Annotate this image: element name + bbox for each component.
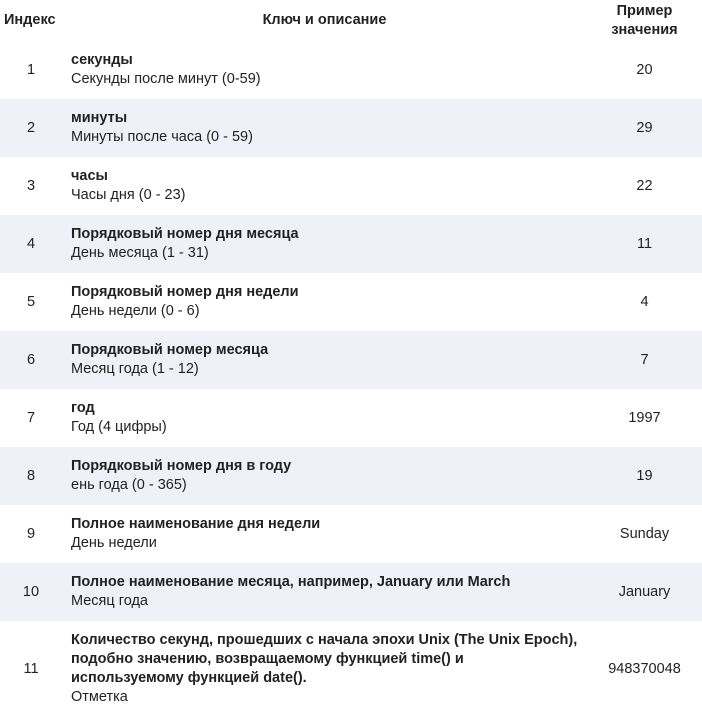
row-key: Порядковый номер дня недели xyxy=(71,284,299,300)
row-description: Месяц года xyxy=(71,593,148,609)
row-description-cell xyxy=(62,273,587,331)
row-example: Sunday xyxy=(619,525,670,542)
row-key: Полное наименование месяца, например, January или March xyxy=(71,574,511,590)
row-description: День месяца (1 - 31) xyxy=(71,245,209,261)
row-key: год xyxy=(71,400,95,416)
row-description: Секунды после минут (0-59) xyxy=(71,71,261,87)
row-index: 3 xyxy=(26,177,36,194)
row-example: 22 xyxy=(636,177,653,194)
row-key: Порядковый номер дня месяца xyxy=(71,226,299,242)
row-description-cell xyxy=(62,389,587,447)
table-row xyxy=(0,331,702,389)
table-body xyxy=(0,41,702,717)
row-key: Полное наименование дня недели xyxy=(71,516,321,532)
header-row xyxy=(0,0,702,41)
header-description: Ключ и описание xyxy=(62,0,587,41)
row-description-cell xyxy=(62,331,587,389)
table-row xyxy=(0,447,702,505)
table-row xyxy=(0,505,702,563)
row-example: January xyxy=(618,583,671,600)
row-description-cell xyxy=(62,563,587,621)
row-index: 9 xyxy=(26,525,36,542)
row-index: 5 xyxy=(26,293,36,310)
header-example-line1: Пример xyxy=(616,3,673,20)
row-index: 8 xyxy=(26,467,36,484)
table-row xyxy=(0,99,702,157)
row-example: 11 xyxy=(636,235,653,252)
row-key: минуты xyxy=(71,110,128,126)
table-row xyxy=(0,621,702,717)
table-row xyxy=(0,273,702,331)
row-example: 20 xyxy=(636,61,653,78)
table-row xyxy=(0,41,702,99)
row-description-cell xyxy=(62,99,587,157)
row-index: 2 xyxy=(26,119,36,136)
row-description: Часы дня (0 - 23) xyxy=(71,187,186,203)
row-index: 1 xyxy=(26,61,36,78)
row-key: Количество секунд, прошедших с начала эпохи Unix (The Unix Epoch), подобно значению, возвращаемому функцией time() и используемому функцией date(). xyxy=(71,632,578,686)
row-index: 6 xyxy=(26,351,36,368)
row-key: часы xyxy=(71,168,108,184)
row-example: 19 xyxy=(636,467,653,484)
row-description: Месяц года (1 - 12) xyxy=(71,361,199,377)
header-index: Индекс xyxy=(0,0,62,41)
row-description-cell xyxy=(62,447,587,505)
table-row xyxy=(0,157,702,215)
table-row xyxy=(0,215,702,273)
row-description: ень года (0 - 365) xyxy=(71,477,187,493)
header-example-value xyxy=(587,0,702,41)
table-row xyxy=(0,389,702,447)
row-description-cell xyxy=(62,41,587,99)
row-description: День недели (0 - 6) xyxy=(71,303,200,319)
row-description: Минуты после часа (0 - 59) xyxy=(71,129,253,145)
row-index: 7 xyxy=(26,409,36,426)
row-description-cell xyxy=(62,157,587,215)
header-example-line2: значения xyxy=(611,21,678,38)
table-row xyxy=(0,563,702,621)
row-key: Порядковый номер месяца xyxy=(71,342,269,358)
row-key: Порядковый номер дня в году xyxy=(71,458,292,474)
row-example: 4 xyxy=(640,293,649,310)
row-description: День недели xyxy=(71,535,157,551)
row-example: 1997 xyxy=(628,409,661,426)
row-description: Год (4 цифры) xyxy=(71,419,167,435)
table-header xyxy=(0,0,702,41)
row-description-cell xyxy=(62,505,587,563)
row-example: 7 xyxy=(640,351,649,368)
row-index: 4 xyxy=(26,235,36,252)
row-description-cell xyxy=(62,621,587,717)
row-key: секунды xyxy=(71,52,133,68)
row-index: 10 xyxy=(22,583,40,600)
row-example: 29 xyxy=(636,119,653,136)
row-example: 948370048 xyxy=(608,660,681,677)
row-description: Отметка xyxy=(71,689,128,705)
row-description-cell xyxy=(62,215,587,273)
row-index: 11 xyxy=(23,660,39,677)
